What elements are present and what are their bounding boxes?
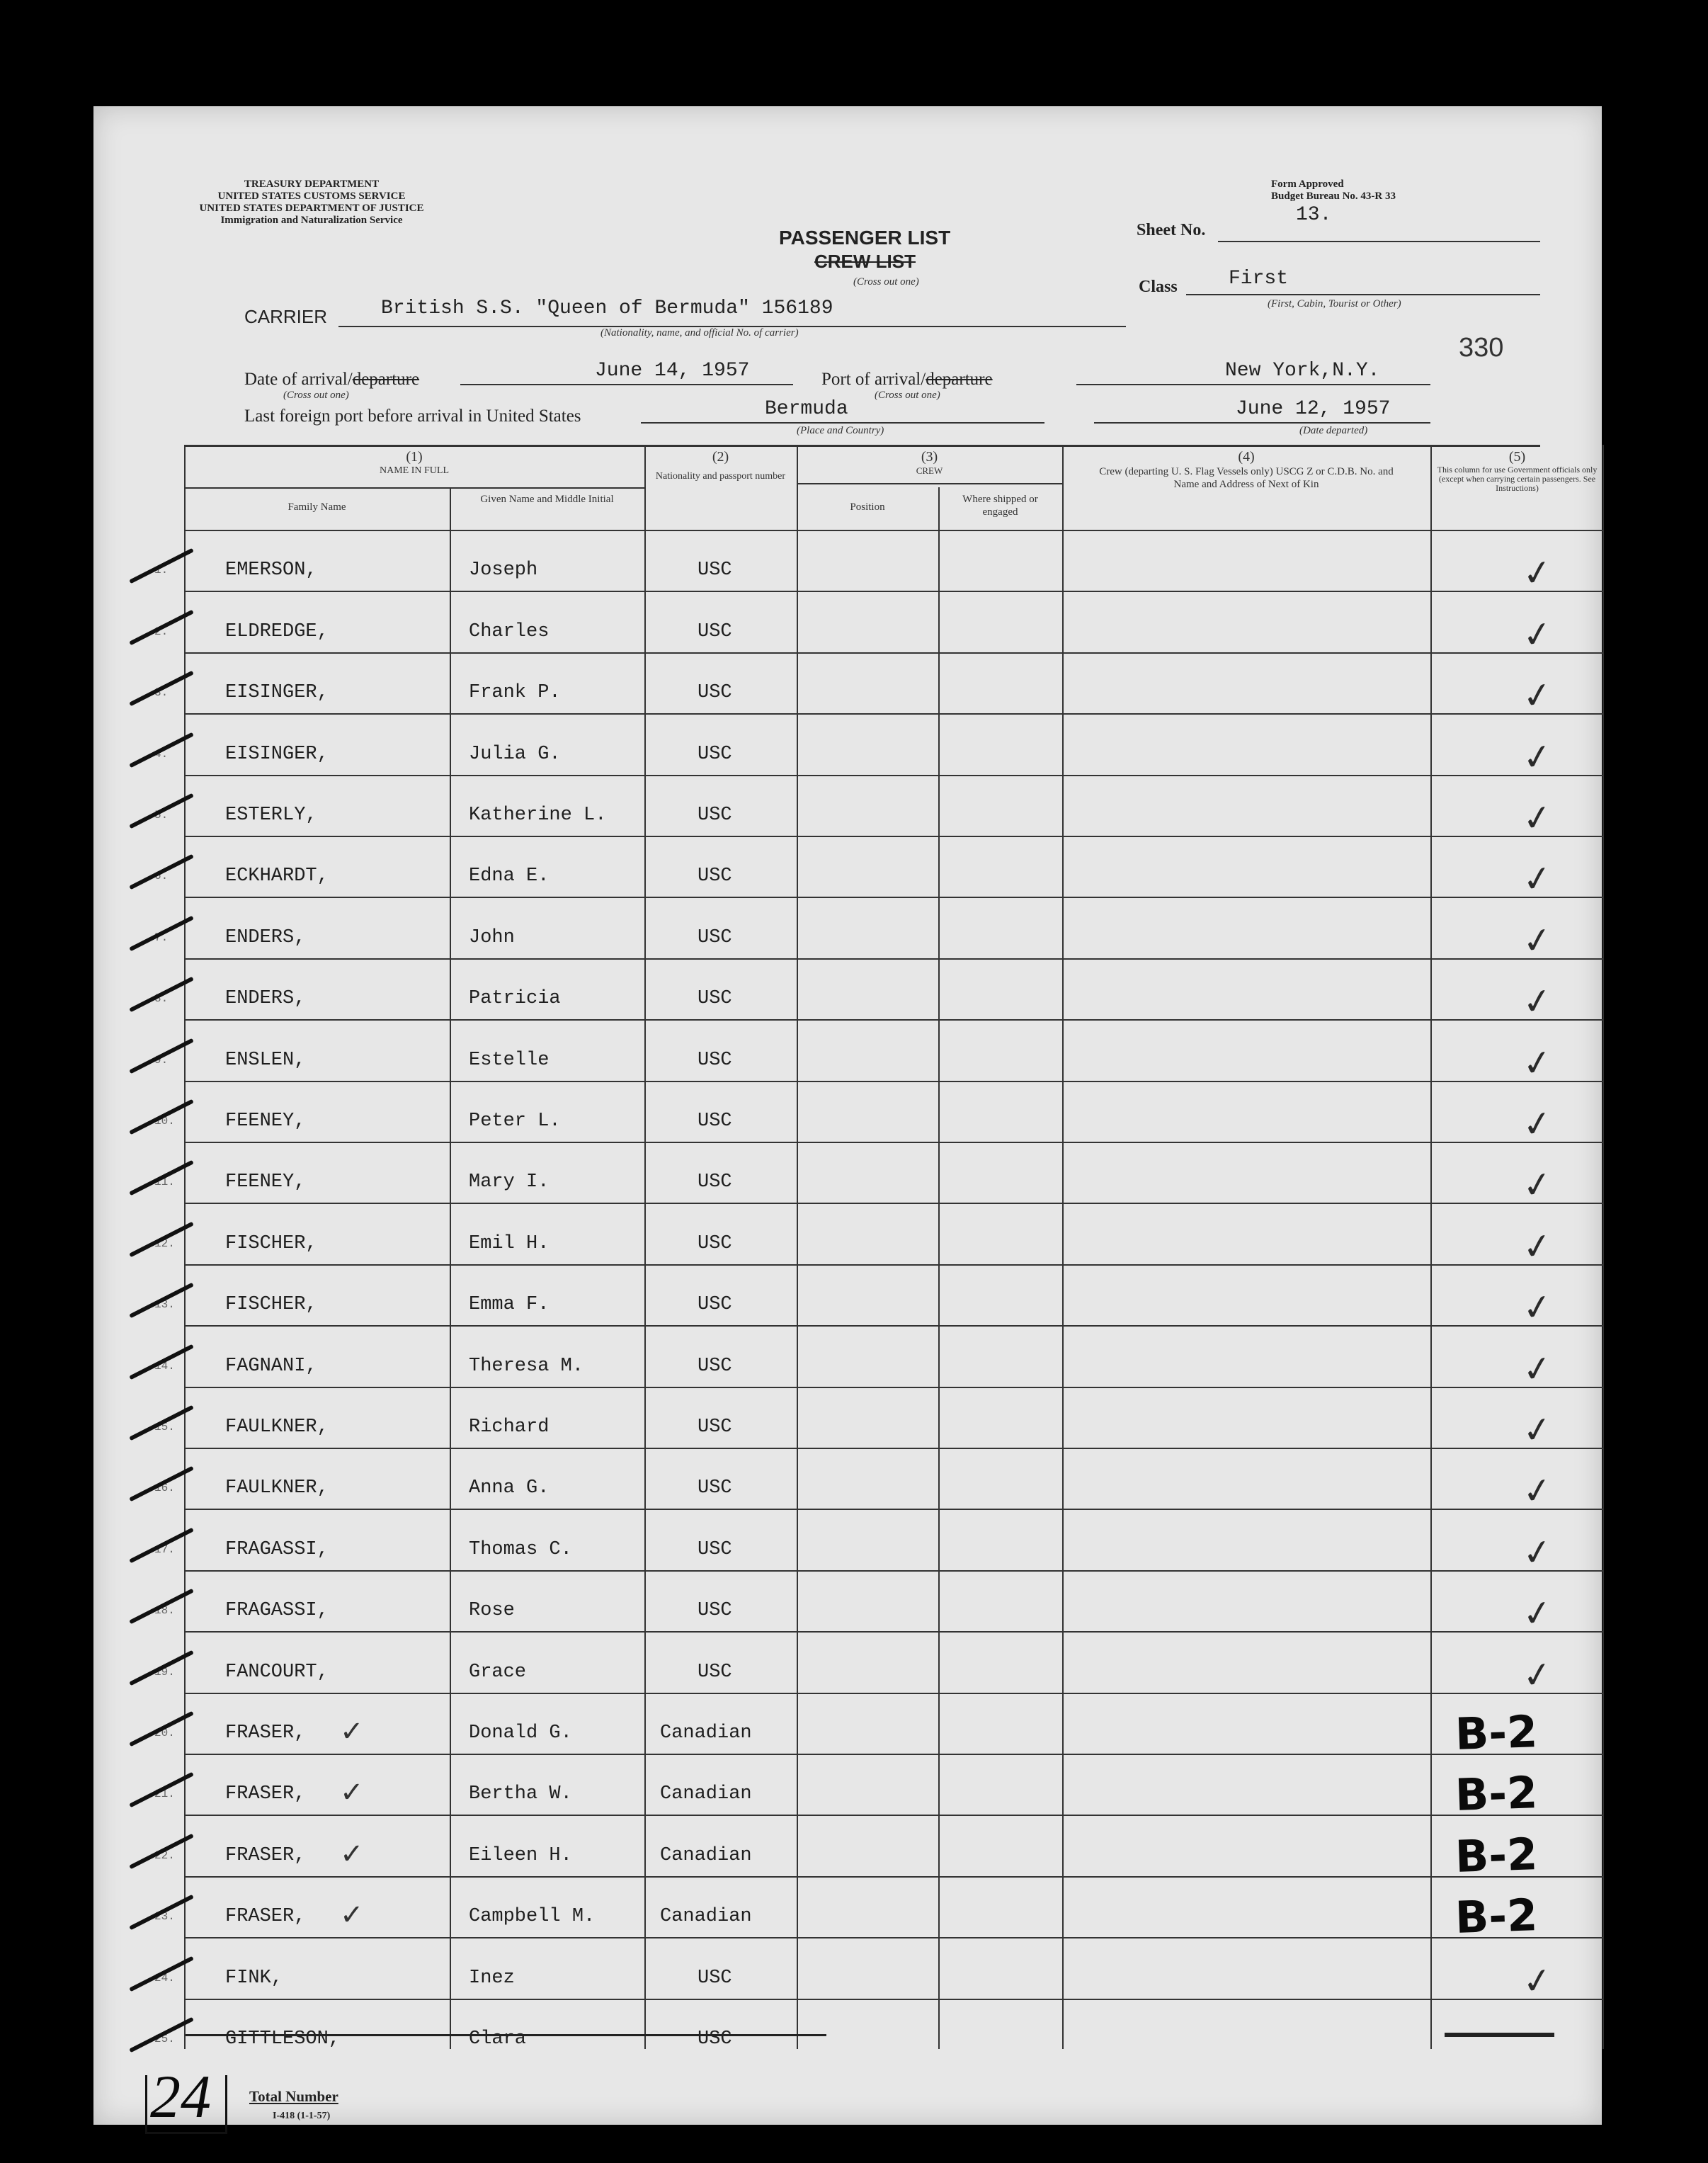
nationality: USC xyxy=(698,1477,732,1499)
family-name: FEENEY, xyxy=(225,1111,306,1132)
family-name: FRASER, xyxy=(225,1906,306,1928)
given-name: Mary I. xyxy=(469,1171,550,1193)
checkmark-icon: ✓ xyxy=(1520,673,1555,718)
stamp-number: 330 xyxy=(1459,333,1504,363)
row-divider xyxy=(184,1999,1602,2000)
row-number: 8. xyxy=(154,992,169,1006)
family-name: EMERSON, xyxy=(225,560,317,581)
row-number: 25. xyxy=(154,2033,175,2045)
family-name: FAGNANI, xyxy=(225,1355,317,1377)
row-divider xyxy=(184,1631,1602,1633)
arrival-port-underline xyxy=(1076,384,1430,385)
total-label: Total Number xyxy=(249,2088,338,2105)
row-divider xyxy=(184,1325,1602,1327)
row-number: 19. xyxy=(154,1665,175,1679)
class-underline xyxy=(1186,294,1540,295)
arrival-date-struck: departure xyxy=(352,370,420,389)
given-name: Katherine L. xyxy=(469,805,607,826)
family-name: FRAGASSI, xyxy=(225,1600,329,1622)
row-number: 13. xyxy=(154,1298,175,1312)
agency-line-4: Immigration and Naturalization Service xyxy=(220,215,403,226)
row-number: 14. xyxy=(154,1359,175,1373)
col-border-kin xyxy=(1062,445,1064,2049)
row-divider xyxy=(184,591,1602,592)
checkmark-icon: ✓ xyxy=(1520,1346,1555,1392)
checkmark-icon: ✓ xyxy=(1520,1958,1555,2004)
given-name: Peter L. xyxy=(469,1111,561,1132)
given-name: Richard xyxy=(469,1417,550,1438)
foreign-port-place-caption: (Place and Country) xyxy=(797,425,884,436)
carrier-label: CARRIER xyxy=(244,306,328,327)
agency-line-2: UNITED STATES CUSTOMS SERVICE xyxy=(217,191,406,202)
row-divider xyxy=(184,1203,1602,1204)
given-name: Donald G. xyxy=(469,1722,572,1744)
row-divider xyxy=(184,836,1602,837)
col3-sub-border xyxy=(797,483,1062,484)
row-divider xyxy=(184,1448,1602,1449)
visa-class-mark: B-2 xyxy=(1454,1766,1539,1822)
row-number: 24. xyxy=(154,1971,175,1985)
col1-heading xyxy=(184,449,644,477)
row-divider xyxy=(184,1937,1602,1938)
class-caption: (First, Cabin, Tourist or Other) xyxy=(1268,298,1401,310)
agency-line-1: TREASURY DEPARTMENT xyxy=(244,178,380,190)
given-name: Bertha W. xyxy=(469,1783,572,1805)
nationality: Canadian xyxy=(660,1722,752,1744)
col5-title: This column for use Government officials only (except when carrying certain passengers. See Instructions) xyxy=(1437,465,1598,493)
nationality: Canadian xyxy=(660,1783,752,1805)
checkmark-icon: ✓ xyxy=(340,1715,364,1748)
col-border-official xyxy=(1430,445,1432,2049)
arrival-port-caption: (Cross out one) xyxy=(875,390,940,401)
foreign-port-underline xyxy=(641,422,1044,424)
nationality: USC xyxy=(698,1600,732,1622)
col3-number: (3) xyxy=(921,449,938,465)
form-approved xyxy=(1271,178,1396,203)
checkmark-icon: ✓ xyxy=(340,1899,364,1932)
row-divider xyxy=(184,652,1602,654)
arrival-port-label xyxy=(821,370,993,390)
foreign-port-place: Bermuda xyxy=(765,398,848,420)
checkmark-icon: ✓ xyxy=(1520,856,1555,902)
col2-number: (2) xyxy=(712,449,729,465)
family-name: ECKHARDT, xyxy=(225,865,329,887)
foreign-date-underline xyxy=(1094,422,1430,424)
given-name: Estelle xyxy=(469,1049,550,1071)
given-name: Rose xyxy=(469,1600,515,1622)
given-name: Emma F. xyxy=(469,1294,550,1316)
visa-class-mark: B-2 xyxy=(1454,1889,1539,1944)
nationality: USC xyxy=(698,1111,732,1132)
row-number: 11. xyxy=(154,1176,175,1189)
row-number: 5. xyxy=(154,809,169,822)
family-name: EISINGER, xyxy=(225,743,329,765)
row-divider xyxy=(184,775,1602,776)
sheet-no-underline xyxy=(1218,241,1540,242)
given-name: Thomas C. xyxy=(469,1538,572,1560)
col-border-nat xyxy=(644,445,646,2049)
given-name: Eileen H. xyxy=(469,1844,572,1866)
arrival-date-caption: (Cross out one) xyxy=(283,390,349,401)
given-name: Frank P. xyxy=(469,682,561,704)
row-number: 12. xyxy=(154,1237,175,1250)
family-name: FISCHER, xyxy=(225,1294,317,1316)
row-divider xyxy=(184,897,1602,898)
col1-title: NAME IN FULL xyxy=(380,465,449,476)
header-bottom-border xyxy=(184,530,1602,531)
checkmark-icon: ✓ xyxy=(1520,795,1555,841)
nationality: USC xyxy=(698,1661,732,1683)
form-approved-line-2: Budget Bureau No. 43-R 33 xyxy=(1271,191,1396,202)
given-name: Joseph xyxy=(469,560,538,581)
family-name: ELDREDGE, xyxy=(225,620,329,642)
foreign-port-date-caption: (Date departed) xyxy=(1299,425,1368,436)
col3b-heading: Where shipped or engaged xyxy=(962,494,1038,518)
agency-block xyxy=(163,178,460,227)
checkmark-icon: ✓ xyxy=(1520,1285,1555,1330)
form-title-struck: CREW LIST xyxy=(814,251,916,272)
arrival-port-value: New York,N.Y. xyxy=(1225,360,1380,382)
family-name: GITTLESON, xyxy=(225,2028,341,2050)
family-name: EISINGER, xyxy=(225,682,329,704)
row-number: 17. xyxy=(154,1543,175,1556)
nationality: Canadian xyxy=(660,1844,752,1866)
nationality: USC xyxy=(698,620,732,642)
sheet-no-value: 13. xyxy=(1296,204,1332,226)
checkmark-icon: ✓ xyxy=(1520,1101,1555,1147)
given-name: Edna E. xyxy=(469,865,550,887)
family-name: ENDERS, xyxy=(225,988,306,1010)
class-value: First xyxy=(1229,268,1289,290)
family-name: FAULKNER, xyxy=(225,1477,329,1499)
arrival-date-label xyxy=(244,370,419,390)
col5-number: (5) xyxy=(1508,449,1526,465)
checkmark-icon: ✓ xyxy=(1520,918,1555,963)
family-name: FRASER, xyxy=(225,1722,306,1744)
col4-heading xyxy=(1091,449,1402,491)
given-name: Theresa M. xyxy=(469,1355,584,1377)
arrival-port-struck: departure xyxy=(926,370,993,389)
col-border-left xyxy=(184,445,186,2049)
col1a-heading: Family Name xyxy=(287,501,346,513)
row-number: 10. xyxy=(154,1115,175,1128)
col3-title: CREW xyxy=(916,465,943,476)
checkmark-icon: ✓ xyxy=(1520,979,1555,1024)
nationality: USC xyxy=(698,865,732,887)
given-name: Emil H. xyxy=(469,1232,550,1254)
row-number: 23. xyxy=(154,1910,175,1924)
col-border-right xyxy=(1602,445,1604,2049)
nationality: USC xyxy=(698,1049,732,1071)
given-name: Anna G. xyxy=(469,1477,550,1499)
checkmark-icon: ✓ xyxy=(1520,1530,1555,1575)
checkmark-icon: ✓ xyxy=(1520,1468,1555,1514)
family-name: FAULKNER, xyxy=(225,1417,329,1438)
row-number: 4. xyxy=(154,747,169,761)
col2-heading xyxy=(651,449,790,482)
row-divider xyxy=(184,1387,1602,1388)
table-top-border xyxy=(184,445,1540,447)
row-number: 6. xyxy=(154,870,169,883)
family-name: FINK, xyxy=(225,1967,283,1989)
row-strikethrough xyxy=(186,2034,826,2036)
family-name: FANCOURT, xyxy=(225,1661,329,1683)
nationality: USC xyxy=(698,1294,732,1316)
arrival-date-underline xyxy=(460,384,793,385)
row-number: 21. xyxy=(154,1788,175,1801)
nationality: USC xyxy=(698,1417,732,1438)
nationality: USC xyxy=(698,1232,732,1254)
row-number: 22. xyxy=(154,1849,175,1862)
family-name: ESTERLY, xyxy=(225,805,317,826)
row-number: 15. xyxy=(154,1421,175,1434)
row-divider xyxy=(184,1754,1602,1755)
given-name: Campbell M. xyxy=(469,1906,596,1928)
col4-number: (4) xyxy=(1238,449,1255,465)
checkmark-icon: ✓ xyxy=(1520,550,1555,596)
family-name: ENSLEN, xyxy=(225,1049,306,1071)
arrival-date-label-text: Date of arrival/ xyxy=(244,370,353,389)
nationality: USC xyxy=(698,2028,732,2050)
row-divider xyxy=(184,1081,1602,1082)
nationality: USC xyxy=(698,743,732,765)
row-number: 16. xyxy=(154,1482,175,1495)
given-name: Julia G. xyxy=(469,743,561,765)
nationality: USC xyxy=(698,682,732,704)
given-name: Clara xyxy=(469,2028,527,2050)
nationality: USC xyxy=(698,805,732,826)
checkmark-icon: ✓ xyxy=(1520,1591,1555,1636)
arrival-date-value: June 14, 1957 xyxy=(595,360,750,382)
given-name: John xyxy=(469,926,515,948)
foreign-port-date: June 12, 1957 xyxy=(1236,398,1391,420)
class-label: Class xyxy=(1139,278,1178,296)
nationality: Canadian xyxy=(660,1906,752,1928)
given-name: Patricia xyxy=(469,988,561,1010)
form-approved-line-1: Form Approved xyxy=(1271,178,1344,190)
row-number: 7. xyxy=(154,931,169,944)
row-divider xyxy=(184,958,1602,960)
nationality: USC xyxy=(698,1171,732,1193)
family-name: FRASER, xyxy=(225,1844,306,1866)
checkmark-icon: ✓ xyxy=(1520,1224,1555,1269)
visa-class-mark: B-2 xyxy=(1454,1827,1539,1883)
col2-title: Nationality and passport number xyxy=(655,471,786,482)
col3a-heading: Position xyxy=(850,501,885,513)
col1-sub-border xyxy=(184,487,644,489)
row-divider xyxy=(184,1570,1602,1572)
nationality: USC xyxy=(698,1355,732,1377)
form-title-note: (Cross out one) xyxy=(853,276,919,288)
nationality: USC xyxy=(698,926,732,948)
col1b-heading: Given Name and Middle Initial xyxy=(480,494,614,505)
row-divider xyxy=(184,713,1602,715)
checkmark-icon: ✓ xyxy=(1520,1652,1555,1698)
dash-mark xyxy=(1445,2033,1554,2037)
checkmark-icon: ✓ xyxy=(1520,1040,1555,1086)
row-divider xyxy=(184,1693,1602,1694)
family-name: FRASER, xyxy=(225,1783,306,1805)
sheet-no-label: Sheet No. xyxy=(1137,221,1206,239)
carrier-value: British S.S. "Queen of Bermuda" 156189 xyxy=(381,297,833,319)
row-divider xyxy=(184,1019,1602,1021)
nationality: USC xyxy=(698,1967,732,1989)
family-name: FISCHER, xyxy=(225,1232,317,1254)
agency-line-3: UNITED STATES DEPARTMENT OF JUSTICE xyxy=(199,203,424,214)
checkmark-icon: ✓ xyxy=(1520,1162,1555,1208)
form-title: PASSENGER LIST xyxy=(779,227,951,249)
given-name: Grace xyxy=(469,1661,527,1683)
row-divider xyxy=(184,1509,1602,1510)
col-border-crew xyxy=(797,445,798,2049)
row-divider xyxy=(184,1815,1602,1816)
checkmark-icon: ✓ xyxy=(340,1837,364,1870)
row-number: 9. xyxy=(154,1053,169,1067)
row-number: 18. xyxy=(154,1604,175,1618)
row-divider xyxy=(184,1264,1602,1266)
col4-title: Crew (departing U. S. Flag Vessels only) USCG Z or C.D.B. No. and Name and Address of Next of Kin xyxy=(1099,466,1394,490)
form-code: I-418 (1-1-57) xyxy=(273,2111,331,2121)
arrival-port-label-text: Port of arrival/ xyxy=(821,370,926,389)
nationality: USC xyxy=(698,1538,732,1560)
foreign-port-label: Last foreign port before arrival in United States xyxy=(244,407,581,426)
given-name: Charles xyxy=(469,620,550,642)
family-name: ENDERS, xyxy=(225,926,306,948)
row-number: 20. xyxy=(154,1727,175,1739)
given-name: Inez xyxy=(469,1967,515,1989)
nationality: USC xyxy=(698,988,732,1010)
total-handwritten: 24 xyxy=(150,2062,211,2130)
row-divider xyxy=(184,1876,1602,1878)
row-number: 1. xyxy=(154,564,169,577)
family-name: FRAGASSI, xyxy=(225,1538,329,1560)
col5-heading xyxy=(1434,449,1600,493)
family-name: FEENEY, xyxy=(225,1171,306,1193)
row-divider xyxy=(184,1142,1602,1143)
checkmark-icon: ✓ xyxy=(340,1776,364,1810)
checkmark-icon: ✓ xyxy=(1520,734,1555,780)
checkmark-icon: ✓ xyxy=(1520,612,1555,657)
carrier-caption: (Nationality, name, and official No. of carrier) xyxy=(600,327,799,339)
row-number: 2. xyxy=(154,625,169,638)
col1-number: (1) xyxy=(406,449,423,465)
checkmark-icon: ✓ xyxy=(1520,1407,1555,1453)
visa-class-mark: B-2 xyxy=(1454,1705,1539,1761)
col3-heading xyxy=(797,449,1062,477)
row-number: 3. xyxy=(154,686,169,700)
nationality: USC xyxy=(698,560,732,581)
